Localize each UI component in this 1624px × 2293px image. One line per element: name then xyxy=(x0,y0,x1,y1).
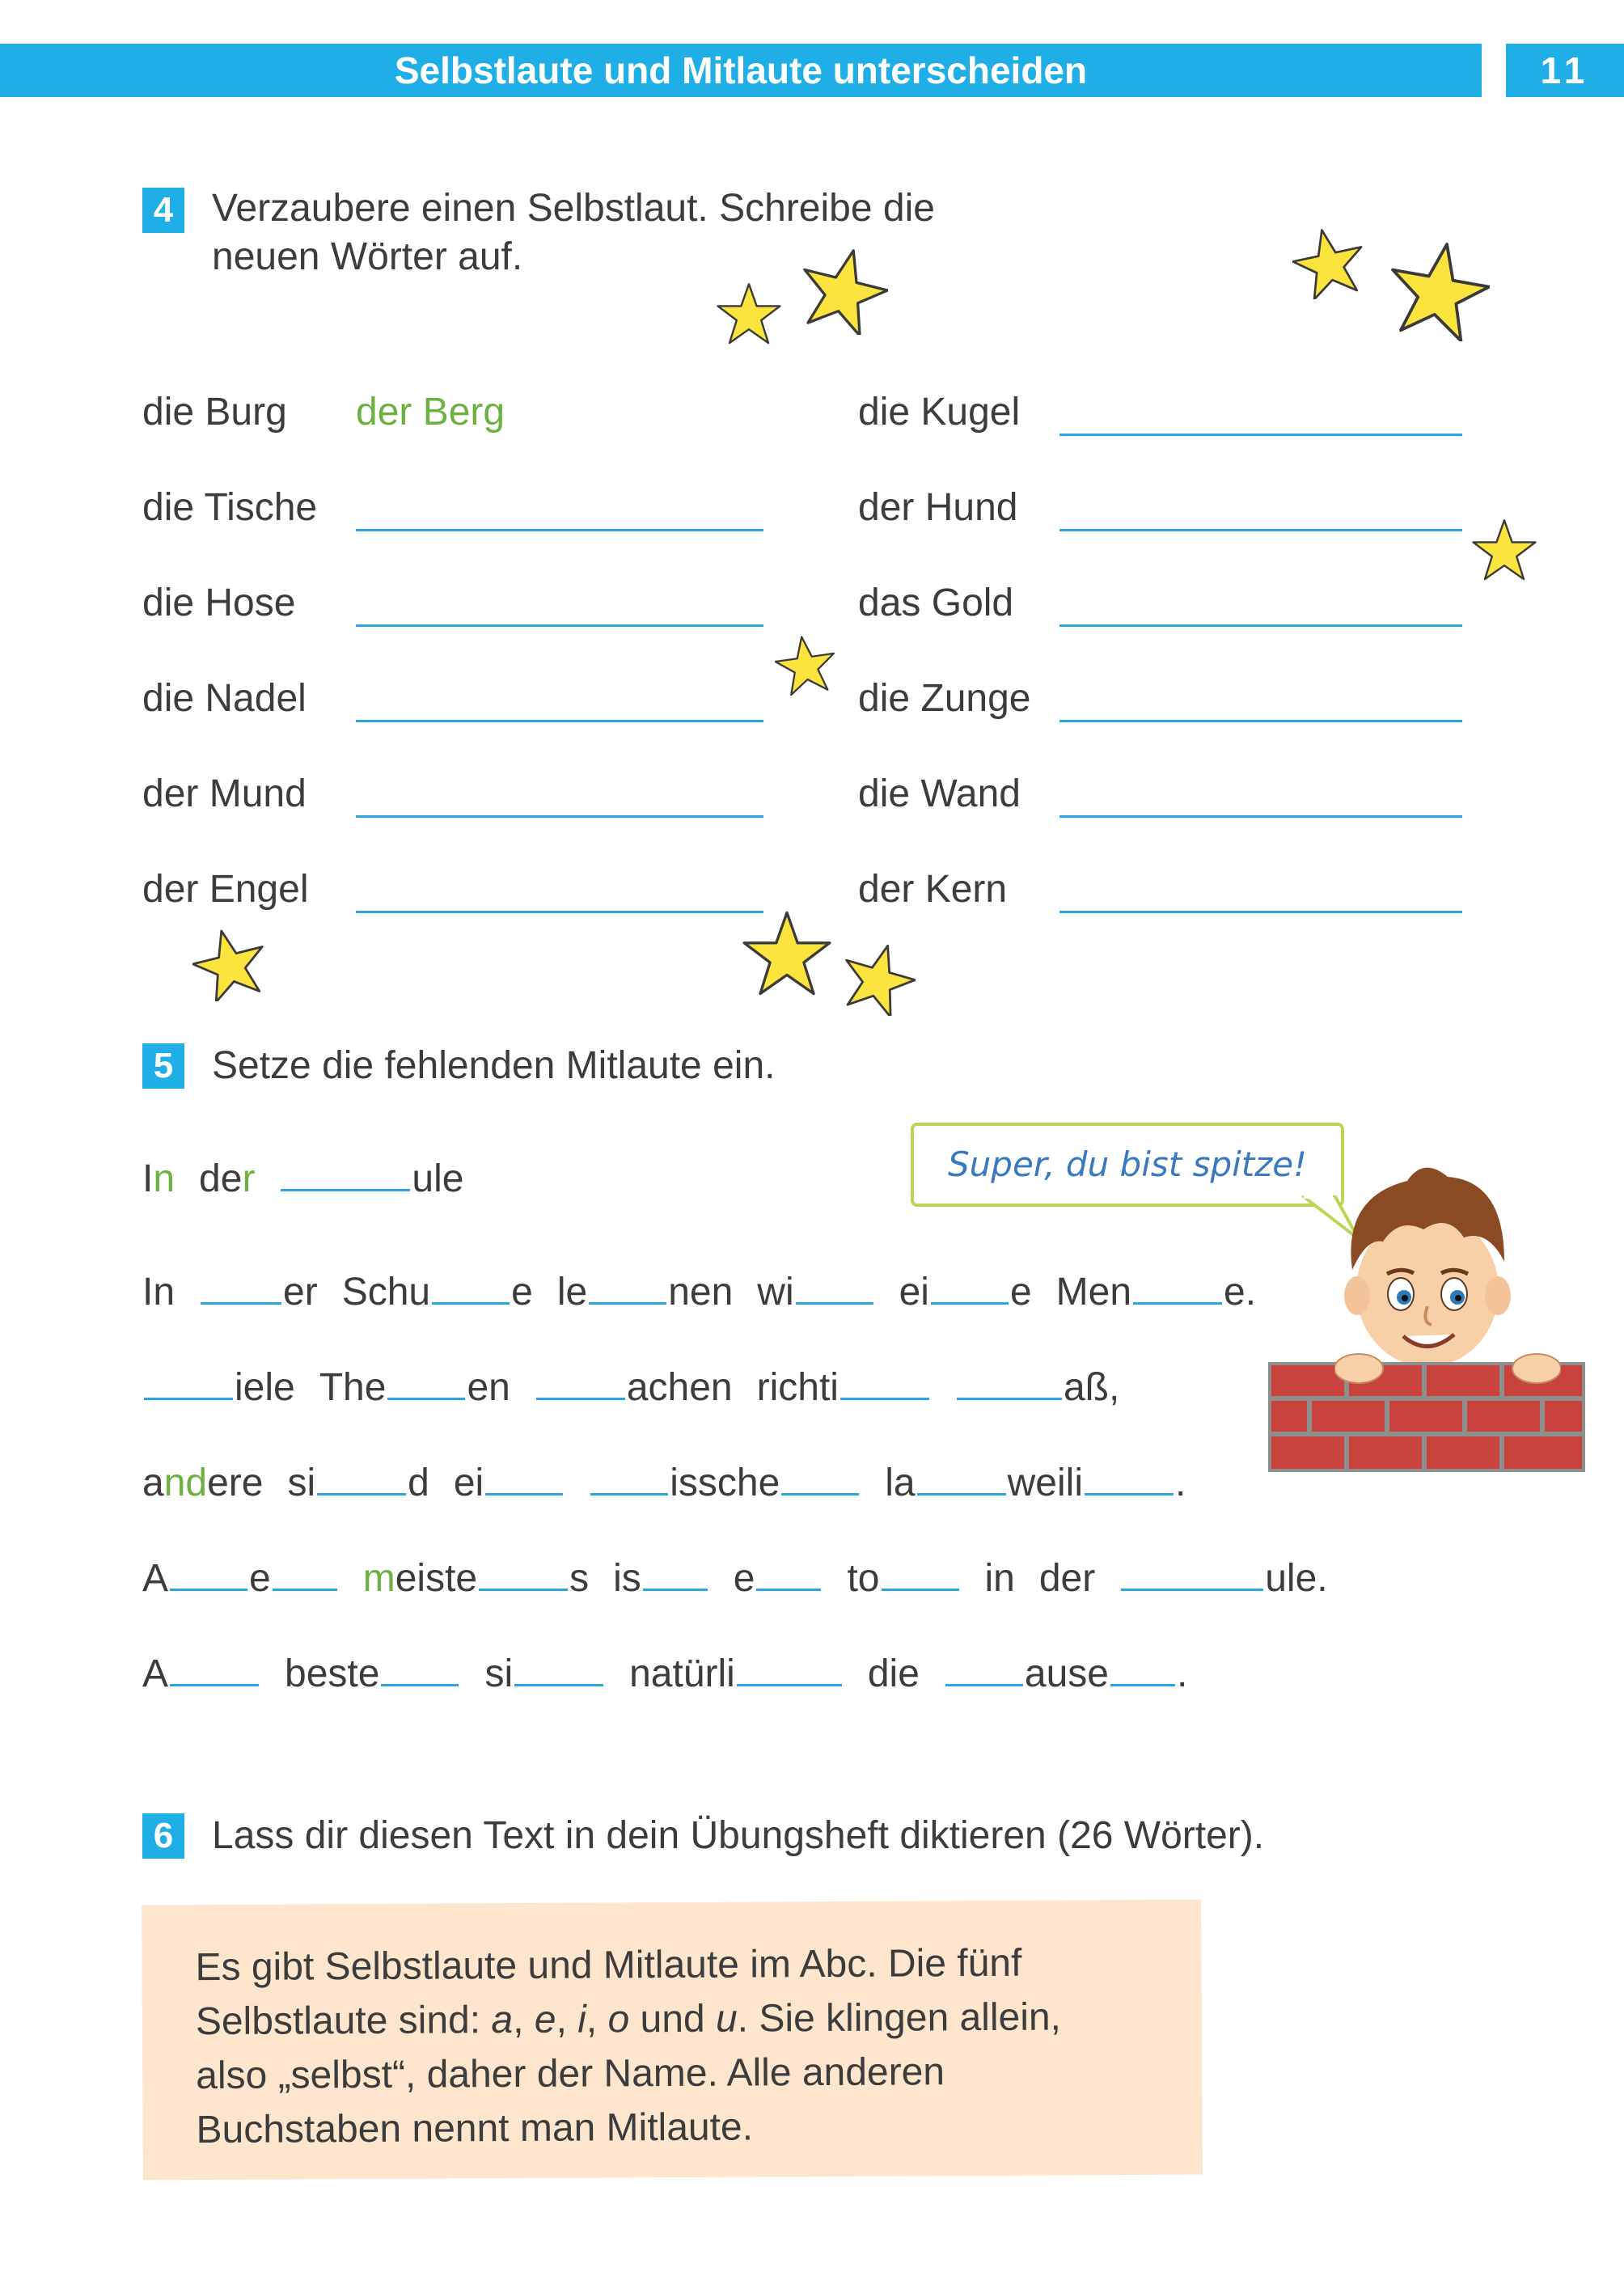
task-5-instruction: Setze die fehlenden Mitlaute ein. xyxy=(212,1044,776,1087)
cloze-text: achen xyxy=(626,1366,733,1409)
cloze-blank[interactable] xyxy=(536,1360,625,1400)
cloze-text: I xyxy=(142,1157,154,1200)
star-icon xyxy=(192,927,267,1001)
task-4-answer-line[interactable] xyxy=(356,624,763,627)
cloze-text: eiste xyxy=(395,1557,478,1600)
cloze-text: er xyxy=(283,1271,318,1314)
task-4-answer-line[interactable] xyxy=(1059,815,1462,818)
cloze-text: iele xyxy=(235,1366,295,1409)
cloze-line xyxy=(142,1360,1119,1412)
cloze-blank[interactable] xyxy=(432,1265,510,1305)
task-4-answer-line[interactable] xyxy=(356,815,763,818)
cloze-blank[interactable] xyxy=(917,1456,1006,1496)
cloze-text: e xyxy=(733,1557,755,1600)
star-icon xyxy=(799,246,888,335)
cloze-text: die xyxy=(867,1652,920,1695)
task-4-left-word: der Engel xyxy=(142,868,309,911)
star-icon xyxy=(1292,226,1365,299)
hint-letters: n xyxy=(153,1157,176,1200)
star-icon xyxy=(1472,518,1537,582)
hint-letters: nd xyxy=(163,1462,208,1504)
task-4-right-word: die Zunge xyxy=(858,677,1031,720)
cloze-blank[interactable] xyxy=(317,1456,406,1496)
page-header-title: Selbstlaute und Mitlaute unterscheiden xyxy=(0,44,1482,97)
task-6-instruction: Lass dir diesen Text in dein Übungsheft diktieren (26 Wörter). xyxy=(212,1814,1265,1857)
cloze-text: le xyxy=(556,1271,588,1314)
cloze-text: aß, xyxy=(1063,1366,1120,1409)
star-icon xyxy=(775,634,836,696)
cloze-blank[interactable] xyxy=(1085,1456,1174,1496)
cloze-blank[interactable] xyxy=(485,1456,563,1496)
cloze-blank[interactable] xyxy=(590,1456,668,1496)
task-4-answer-line[interactable] xyxy=(1059,624,1462,627)
cloze-text: natürli xyxy=(629,1652,735,1695)
speech-bubble: Super, du bist spitze! xyxy=(911,1123,1344,1207)
cloze-text: A xyxy=(142,1557,169,1600)
hint-letters: m xyxy=(362,1557,395,1600)
cloze-blank[interactable] xyxy=(643,1551,708,1591)
cloze-text: wi xyxy=(757,1271,794,1314)
cloze-text: Men xyxy=(1055,1271,1132,1314)
cloze-text: in xyxy=(984,1557,1015,1600)
cloze-text: In xyxy=(142,1271,176,1314)
cloze-text: richti xyxy=(756,1366,839,1409)
cloze-blank[interactable] xyxy=(737,1647,842,1686)
cloze-line xyxy=(142,1647,1187,1699)
page-number: 11 xyxy=(1506,44,1624,97)
cloze-text: s xyxy=(569,1557,590,1600)
dictation-line-2: Selbstlaute sind: a, e, i, o und u. Sie klingen allein, xyxy=(195,1995,1062,2044)
dictation-line-1: Es gibt Selbstlaute und Mitlaute im Abc. Die fünf xyxy=(195,1941,1022,1990)
cloze-blank[interactable] xyxy=(381,1647,459,1686)
cloze-blank[interactable] xyxy=(273,1551,337,1591)
cloze-blank[interactable] xyxy=(781,1456,859,1496)
cloze-blank[interactable] xyxy=(1121,1551,1263,1591)
task-4-answer-line[interactable] xyxy=(1059,434,1462,436)
cloze-line xyxy=(142,1456,1186,1508)
cloze-blank[interactable] xyxy=(882,1551,959,1591)
cloze-blank[interactable] xyxy=(945,1647,1023,1686)
task-4-number: 4 xyxy=(142,188,184,233)
task-4-answer-line[interactable] xyxy=(356,911,763,913)
dictation-line-3: also „selbst“, daher der Name. Alle anderen xyxy=(196,2050,945,2098)
cloze-text: Schu xyxy=(341,1271,431,1314)
cloze-line xyxy=(142,1551,1328,1603)
cloze-blank[interactable] xyxy=(281,1152,410,1191)
cloze-text: der xyxy=(1038,1557,1096,1600)
cloze-text: . xyxy=(1174,1462,1186,1504)
cloze-text: si xyxy=(287,1462,316,1504)
task-4-right-word: der Kern xyxy=(858,868,1008,911)
task-4-instruction-line2: neuen Wörter auf. xyxy=(212,235,523,278)
cloze-blank[interactable] xyxy=(514,1647,603,1686)
task-4-answer-line[interactable] xyxy=(1059,720,1462,722)
task-4-answer-line[interactable] xyxy=(1059,529,1462,531)
cloze-text: de xyxy=(199,1157,243,1200)
cloze-text: d xyxy=(408,1462,429,1504)
task-4-instruction-line1: Verzaubere einen Selbstlaut. Schreibe die xyxy=(212,187,935,230)
hands xyxy=(1334,1346,1561,1386)
cloze-blank[interactable] xyxy=(840,1360,929,1400)
task-5-number: 5 xyxy=(142,1043,184,1089)
cloze-text: to xyxy=(847,1557,880,1600)
cloze-blank[interactable] xyxy=(144,1360,233,1400)
cloze-text: e. xyxy=(1224,1271,1257,1314)
cloze-text: e xyxy=(511,1271,533,1314)
cloze-text: ule xyxy=(412,1157,464,1200)
task-4-right-word: der Hund xyxy=(858,486,1018,529)
cloze-text: la xyxy=(885,1462,916,1504)
cloze-blank[interactable] xyxy=(931,1265,1009,1305)
cloze-text: si xyxy=(484,1652,514,1695)
task-4-left-word: die Nadel xyxy=(142,677,307,720)
cloze-text: e xyxy=(249,1557,271,1600)
task-4-right-word: die Wand xyxy=(858,772,1021,815)
task-4-left-word: die Hose xyxy=(142,582,296,624)
cloze-blank[interactable] xyxy=(756,1551,821,1591)
cloze-line xyxy=(142,1152,463,1204)
cloze-text: e xyxy=(1009,1271,1032,1314)
cloze-blank[interactable] xyxy=(589,1265,666,1305)
task-4-left-word: die Tische xyxy=(142,486,318,529)
hint-letters: r xyxy=(242,1157,256,1200)
task-4-answer-line[interactable] xyxy=(356,529,763,531)
star-icon xyxy=(841,941,916,1016)
task-4-left-word: die Burg xyxy=(142,391,287,434)
cloze-text: en xyxy=(467,1366,510,1409)
task-4-example-answer: der Berg xyxy=(356,391,505,434)
cloze-text: . xyxy=(1177,1652,1188,1695)
cloze-blank[interactable] xyxy=(479,1551,568,1591)
cloze-text: ause xyxy=(1024,1652,1109,1695)
cloze-text: The xyxy=(319,1366,387,1409)
cloze-line xyxy=(142,1265,1256,1317)
cloze-text: a xyxy=(142,1462,164,1504)
star-icon xyxy=(742,909,831,998)
cloze-text: nen xyxy=(668,1271,734,1314)
task-4-left-word: der Mund xyxy=(142,772,307,815)
cloze-blank[interactable] xyxy=(170,1647,259,1686)
task-4-right-word: das Gold xyxy=(858,582,1014,624)
cloze-blank[interactable] xyxy=(1110,1647,1175,1686)
cloze-blank[interactable] xyxy=(957,1360,1062,1400)
cloze-text: ere xyxy=(207,1462,264,1504)
cloze-text: ei xyxy=(453,1462,484,1504)
cloze-text: A xyxy=(142,1652,169,1695)
cloze-blank[interactable] xyxy=(387,1360,465,1400)
cloze-text: weili xyxy=(1007,1462,1083,1504)
cloze-blank[interactable] xyxy=(201,1265,281,1305)
cloze-text: issche xyxy=(670,1462,780,1504)
cloze-text: is xyxy=(613,1557,641,1600)
dictation-line-4: Buchstaben nennt man Mitlaute. xyxy=(196,2105,754,2152)
task-4-answer-line[interactable] xyxy=(356,720,763,722)
task-4-right-word: die Kugel xyxy=(858,391,1021,434)
task-4-answer-line[interactable] xyxy=(1059,911,1462,913)
task-6-number: 6 xyxy=(142,1813,184,1859)
dictation-text-box xyxy=(142,1900,1203,2181)
cloze-text: ei xyxy=(899,1271,929,1314)
star-icon xyxy=(717,281,781,346)
cloze-blank[interactable] xyxy=(1133,1265,1222,1305)
star-icon xyxy=(1388,239,1490,341)
cloze-blank[interactable] xyxy=(796,1265,873,1305)
cloze-text: beste xyxy=(285,1652,380,1695)
cloze-blank[interactable] xyxy=(170,1551,247,1591)
cloze-text: ule. xyxy=(1265,1557,1328,1600)
